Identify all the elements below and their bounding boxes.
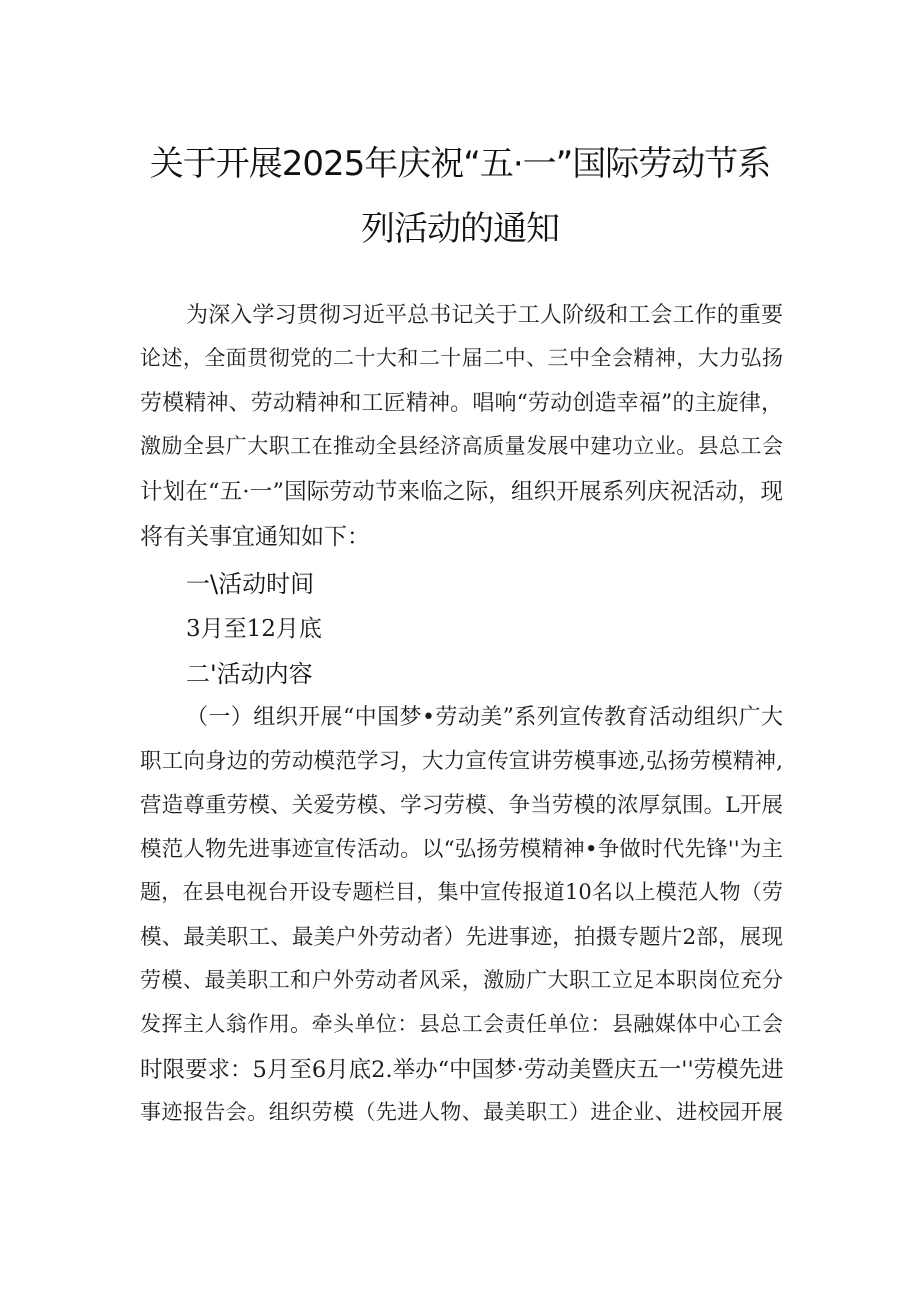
intro-paragraph-line: 论述，全面贯彻党的二十大和二十届二中、三中全会精神，大力弘扬 [140,346,783,370]
content-paragraph-line: 劳模、最美职工和户外劳动者风采，激励广大职工立足本职岗位充分 [140,968,783,992]
document-title-line-1: 关于开展2025年庆祝“五·一”国际劳动节系 [149,144,771,184]
content-paragraph-line: 职工向身边的劳动模范学习，大力宣传宣讲劳模事迹,弘扬劳模精神, [140,749,783,774]
content-paragraph-line: 模、最美职工、最美户外劳动者）先进事迹，拍摄专题片2部，展现 [140,925,783,950]
section-heading-activity-time: 一\活动时间 [186,570,315,598]
content-paragraph-line: 模范人物先进事迹宣传活动。以“弘扬劳模精神•争做时代先锋''为主 [140,837,783,862]
content-paragraph-line: 发挥主人翁作用。牵头单位：县总工会责任单位：县融媒体中心工会 [140,1012,783,1036]
intro-paragraph-line: 将有关事宜通知如下： [140,524,370,550]
intro-paragraph-line: 计划在“五·一”国际劳动节来临之际，组织开展系列庆祝活动，现 [140,479,783,505]
intro-paragraph-line: 激励全县广大职工在推动全县经济高质量发展中建功立业。县总工会 [140,434,783,458]
document-title-line-2: 列活动的通知 [361,209,559,249]
content-paragraph-line: 营造尊重劳模、关爱劳模、学习劳模、争当劳模的浓厚氛围。L开展 [140,793,783,818]
content-paragraph-line: 题，在县电视台开设专题栏目，集中宣传报道10名以上模范人物（劳 [140,880,783,904]
section-heading-activity-content: 二'活动内容 [186,660,313,688]
intro-paragraph-line: 为深入学习贯彻习近平总书记关于工人阶级和工会工作的重要 [186,303,783,328]
activity-time-text: 3月至12月底 [186,616,322,642]
content-paragraph-line: 时限要求：5月至6月底2.举办“中国梦·劳动美暨庆五一''劳模先进 [140,1057,784,1083]
content-paragraph-line: （一）组织开展“中国梦•劳动美”系列宣传教育活动组织广大 [186,705,783,730]
intro-paragraph-line: 劳模精神、劳动精神和工匠精神。唱响“劳动创造幸福”的主旋律， [140,391,783,416]
content-paragraph-line: 事迹报告会。组织劳模（先进人物、最美职工）进企业、进校园开展 [140,1100,783,1124]
